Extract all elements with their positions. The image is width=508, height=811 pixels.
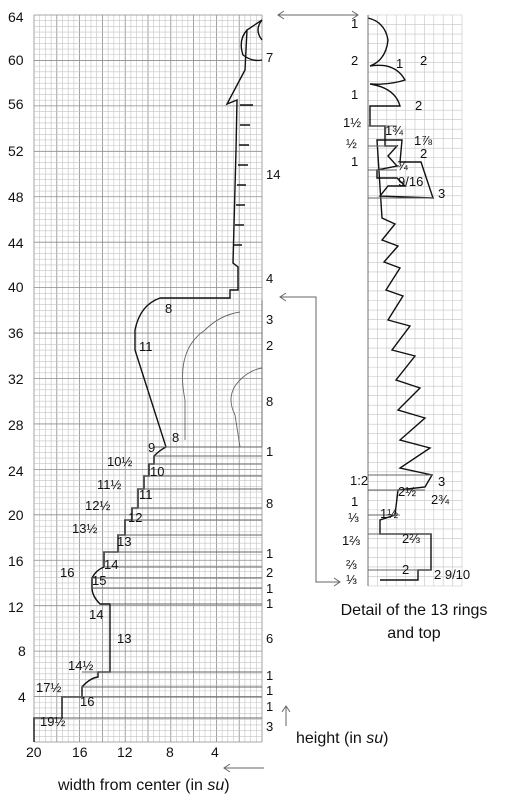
width-label: 11 <box>139 339 153 354</box>
width-label: 14 <box>89 607 104 622</box>
detail-label: 1 <box>351 16 359 31</box>
width-label: 19½ <box>40 714 66 729</box>
segment-label: 1 <box>266 444 274 459</box>
width-label: 10½ <box>107 454 133 469</box>
height-caption-unit: su <box>366 730 384 747</box>
x-tick: 12 <box>117 744 133 760</box>
segment-label: 8 <box>266 496 274 511</box>
detail-label: 2 <box>402 562 410 577</box>
detail-label: ½ <box>346 136 357 151</box>
detail-label: ⅔ <box>346 557 357 572</box>
detail-label: 1 <box>351 494 359 509</box>
y-tick: 40 <box>8 279 24 295</box>
width-label: 17½ <box>36 680 62 695</box>
y-tick: 64 <box>8 9 24 25</box>
y-tick: 60 <box>8 52 24 68</box>
height-axis-caption <box>296 730 389 747</box>
y-tick: 4 <box>18 689 26 705</box>
y-tick: 44 <box>8 235 24 251</box>
segment-label: 2 <box>266 338 274 353</box>
detail-label: 2 <box>420 146 428 161</box>
width-caption-prefix: width from center (in <box>58 777 208 794</box>
segment-label: 14 <box>266 167 281 182</box>
y-tick: 48 <box>8 189 24 205</box>
detail-label: ⅓ <box>348 510 359 525</box>
segment-label: 2 <box>266 565 274 580</box>
width-label: 14½ <box>68 658 94 673</box>
main-grid <box>34 15 262 742</box>
detail-left-labels <box>342 16 368 587</box>
detail-label: 2½ <box>398 484 417 499</box>
y-tick: 36 <box>8 325 24 341</box>
detail-label: 1½ <box>380 506 399 521</box>
axis-arrows <box>224 706 290 772</box>
segment-label: 1 <box>266 683 274 698</box>
y-tick: 24 <box>8 463 24 479</box>
segment-label: 7 <box>266 50 274 65</box>
segment-label: 3 <box>266 312 274 327</box>
width-caption-suffix: ) <box>224 777 230 794</box>
detail-label: 1 <box>351 87 359 102</box>
width-label: 16 <box>80 694 95 709</box>
detail-caption-line1: Detail of the 13 rings <box>340 602 488 619</box>
x-tick: 8 <box>166 744 174 760</box>
width-label: 13 <box>117 631 132 646</box>
y-tick: 12 <box>8 599 24 615</box>
y-tick: 16 <box>8 553 24 569</box>
height-caption-prefix: height (in <box>296 730 367 747</box>
detail-label: 3 <box>438 186 446 201</box>
detail-label: 1¾ <box>385 123 404 138</box>
detail-label: 2¾ <box>431 492 450 507</box>
detail-right-labels <box>380 53 470 582</box>
width-label: 14 <box>104 557 119 572</box>
detail-label: 9/16 <box>398 174 424 189</box>
y-axis-ticks <box>8 9 26 705</box>
y-tick: 56 <box>8 96 24 112</box>
detail-label: 2 <box>420 53 428 68</box>
detail-caption-line2: and top <box>387 625 441 642</box>
y-tick: 8 <box>18 643 26 659</box>
detail-label: 1⅔ <box>342 533 361 548</box>
detail-label: ¾ <box>397 158 408 173</box>
detail-label: 1 <box>396 56 404 71</box>
segment-label: 8 <box>266 394 274 409</box>
x-tick: 4 <box>211 744 219 760</box>
segment-label: 1 <box>266 546 274 561</box>
width-label: 13½ <box>72 521 98 536</box>
width-label: 11 <box>139 487 153 502</box>
detail-label: 2 9/10 <box>434 567 471 582</box>
detail-label: 3 <box>438 474 446 489</box>
x-tick: 20 <box>26 744 42 760</box>
y-tick: 28 <box>8 417 24 433</box>
segment-label: 3 <box>266 719 274 734</box>
width-label: 8 <box>165 301 173 316</box>
height-caption-suffix: ) <box>383 730 389 747</box>
main-right-labels <box>266 50 280 734</box>
detail-label: 1:2 <box>350 473 369 488</box>
detail-label: ⅓ <box>346 572 357 587</box>
width-label: 10 <box>150 464 165 479</box>
segment-label: 1 <box>266 699 274 714</box>
width-label: 11½ <box>97 477 122 492</box>
detail-label: 1 <box>351 154 359 169</box>
detail-label: 2 <box>415 98 423 113</box>
y-tick: 20 <box>8 507 24 523</box>
segment-label: 1 <box>266 581 274 596</box>
width-label: 9 <box>148 440 156 455</box>
detail-label: 2 <box>351 53 359 68</box>
segment-label: 1 <box>266 668 274 683</box>
width-label: 16 <box>60 565 75 580</box>
detail-label: 1⅞ <box>414 133 433 148</box>
y-tick: 52 <box>8 143 24 159</box>
width-label: 12½ <box>85 498 111 513</box>
y-tick: 32 <box>8 371 24 387</box>
segment-label: 1 <box>266 596 274 611</box>
segment-label: 6 <box>266 631 274 646</box>
x-tick: 16 <box>72 744 88 760</box>
segment-label: 4 <box>266 271 274 286</box>
width-caption-unit: su <box>207 777 225 794</box>
width-label: 15 <box>92 573 107 588</box>
x-axis-ticks <box>26 744 219 760</box>
detail-label: 2⅔ <box>402 531 421 546</box>
width-label: 12 <box>128 510 143 525</box>
width-label: 13 <box>117 534 132 549</box>
detail-label: 1½ <box>343 115 362 130</box>
width-label: 8 <box>172 430 180 445</box>
width-axis-caption <box>57 777 230 794</box>
